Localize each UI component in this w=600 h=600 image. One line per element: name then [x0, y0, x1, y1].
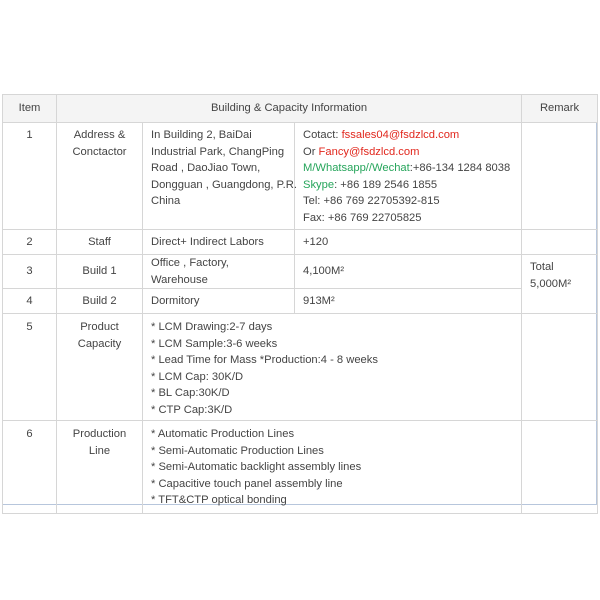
list-item: * Semi-Automatic backlight assembly lines	[151, 461, 362, 473]
row-label: Address & Conctactor	[57, 123, 143, 230]
row-desc: Dormitory	[143, 289, 295, 314]
row-desc: Direct+ Indirect Labors	[143, 230, 295, 255]
row-label: Product Capacity	[57, 314, 143, 421]
remark-total: Total 5,000M²	[522, 255, 598, 314]
header-remark: Remark	[522, 95, 598, 123]
table-row	[3, 123, 598, 230]
production-list	[143, 421, 522, 514]
contact-info: Cotact: fssales04@fsdzlcd.com Or Fancy@fsdzlcd.com M/Whatsapp//Wechat:+86-134 1284 8038 Skype: +86 189 2546 1855 Tel: +86 769 22705392-815 Fax: +86 769 22705825	[295, 123, 522, 230]
email-link[interactable]: Fancy@fsdzlcd.com	[318, 145, 420, 158]
item-number: 1	[3, 123, 57, 230]
table-row	[3, 255, 598, 289]
list-item: * Automatic Production Lines	[151, 428, 295, 440]
list-item: * Capacitive touch panel assembly line	[151, 477, 343, 490]
capacity-list	[143, 314, 522, 421]
item-number: 5	[3, 314, 57, 421]
list-item: * CTP Cap:3K/D	[151, 403, 233, 416]
whatsapp-label: M/Whatsapp//Wechat	[303, 162, 410, 174]
header-item: Item	[3, 95, 57, 123]
list-item: * TFT&CTP optical bonding	[151, 494, 287, 506]
email-link[interactable]: fssales04@fsdzlcd.com	[341, 129, 460, 141]
row-value: 4,100M²	[295, 255, 522, 289]
address-text: In Building 2, BaiDai Industrial Park, ChangPing Road , DaoJiao Town, Dongguan , Guangdong, P.R. China	[143, 123, 295, 230]
item-number: 2	[3, 230, 57, 255]
list-item: * Semi-Automatic Production Lines	[151, 444, 324, 457]
row-label: Production Line	[57, 421, 143, 514]
item-number: 3	[3, 255, 57, 289]
header-info: Building & Capacity Information	[57, 95, 522, 123]
remark-cell	[522, 230, 598, 255]
row-label: Build 2	[57, 289, 143, 314]
row-value: +120	[295, 230, 522, 255]
row-label: Build 1	[57, 255, 143, 289]
fax-text: Fax: +86 769 22705825	[303, 211, 422, 224]
capacity-table	[2, 94, 598, 514]
list-item: * LCM Cap: 30K/D	[151, 370, 244, 383]
list-item: * LCM Drawing:2-7 days	[151, 321, 273, 333]
header-row	[3, 95, 598, 123]
table-row	[3, 230, 598, 255]
remark-cell	[522, 421, 598, 514]
remark-cell	[522, 314, 598, 421]
table-row	[3, 314, 598, 421]
list-item: * LCM Sample:3-6 weeks	[151, 337, 278, 350]
item-number: 4	[3, 289, 57, 314]
row-desc: Office , Factory, Warehouse	[143, 255, 295, 289]
table-row	[3, 289, 598, 314]
row-value: 913M²	[295, 289, 522, 314]
list-item: * BL Cap:30K/D	[151, 387, 230, 399]
list-item: * Lead Time for Mass *Production:4 - 8 weeks	[151, 354, 378, 366]
remark-cell	[522, 123, 598, 230]
item-number: 6	[3, 421, 57, 514]
table-row	[3, 421, 598, 514]
row-label: Staff	[57, 230, 143, 255]
tel-text: Tel: +86 769 22705392-815	[303, 195, 440, 207]
skype-label: Skype	[303, 178, 335, 191]
